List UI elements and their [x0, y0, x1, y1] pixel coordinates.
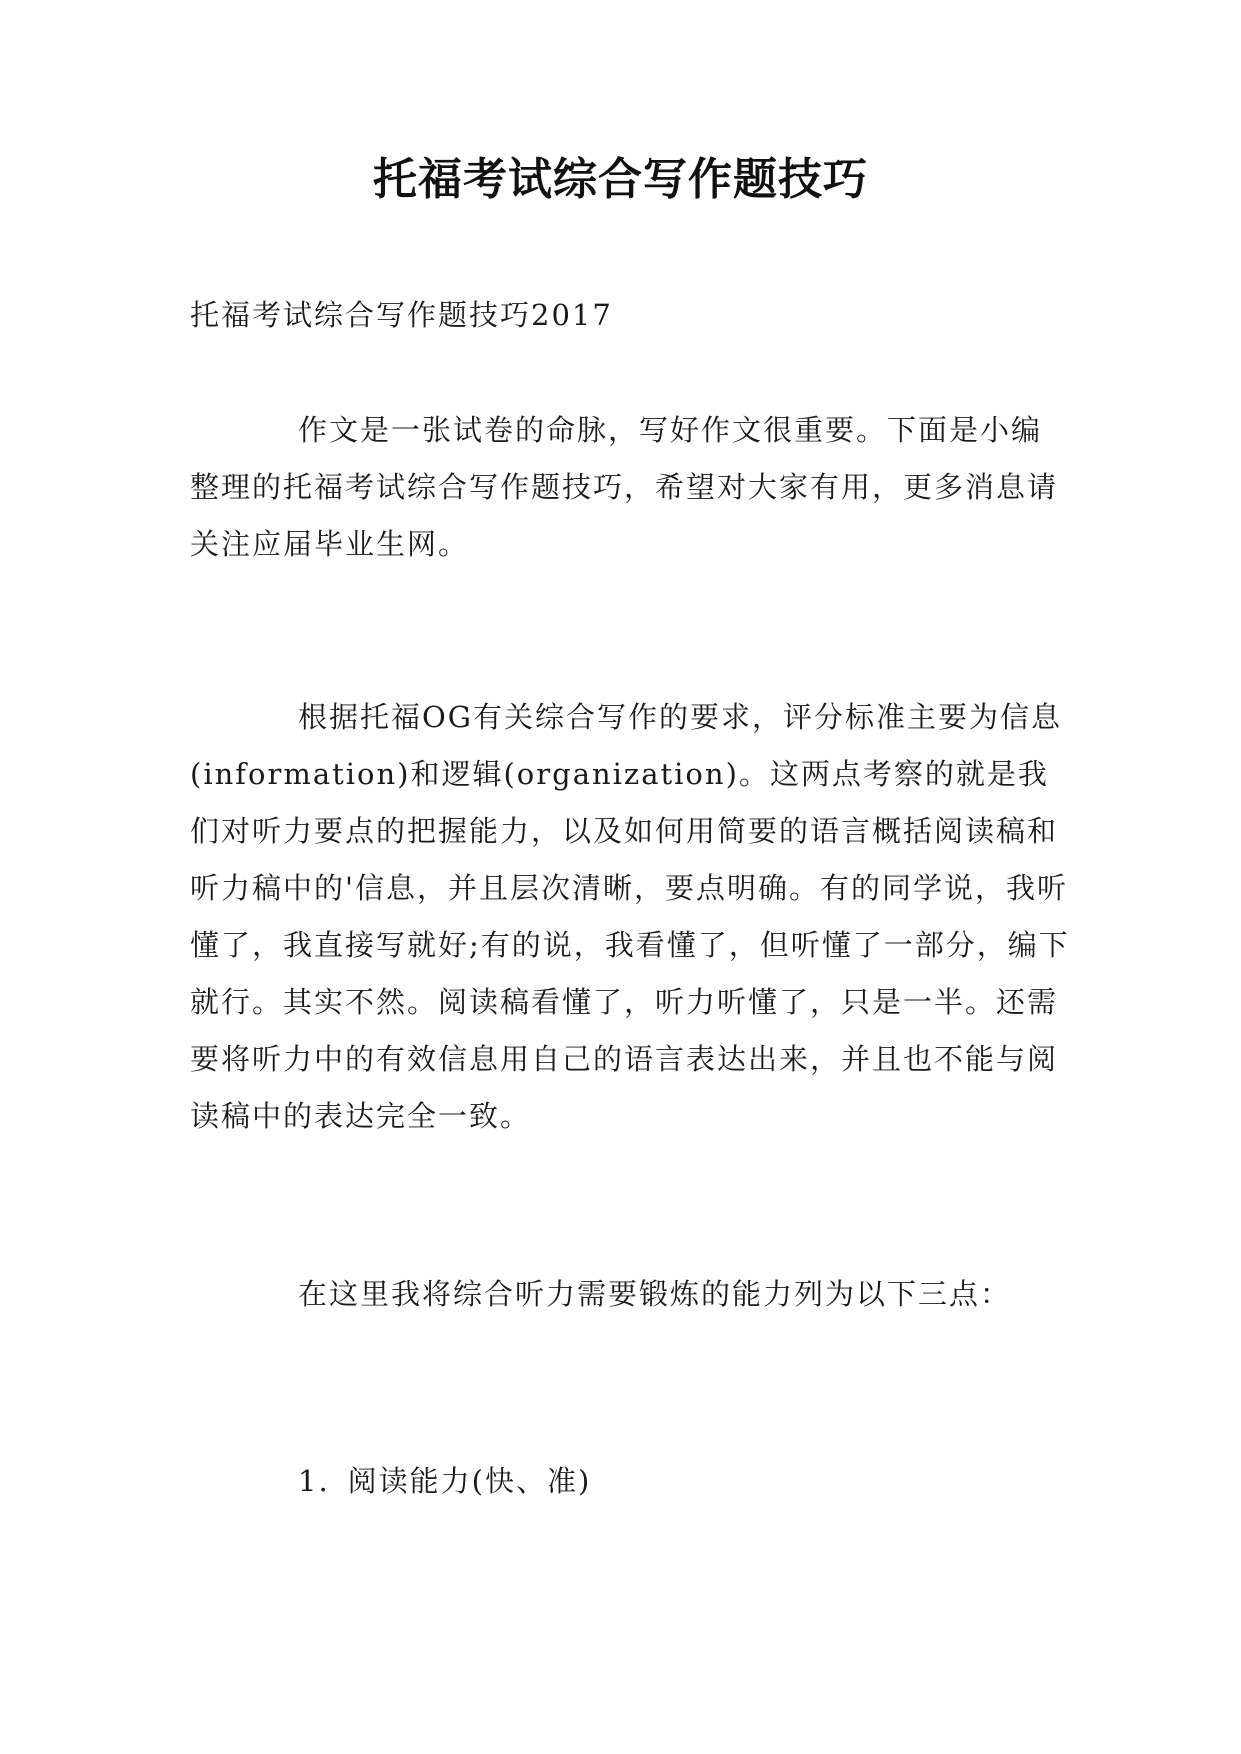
document-subtitle: 托福考试综合写作题技巧2017	[190, 298, 613, 332]
paragraph-three-points: 在这里我将综合听力需要锻炼的能力列为以下三点：	[298, 1277, 1012, 1311]
list-item-number: 1.	[298, 1464, 330, 1498]
list-item-text: 阅读能力(快、准)	[347, 1464, 592, 1498]
paragraph-intro: 作文是一张试卷的命脉，写好作文很重要。下面是小编整理的托福考试综合写作题技巧，希望对大家有用，更多消息请关注应届毕业生网。	[190, 413, 1059, 561]
paragraph-og-requirements: 根据托福OG有关综合写作的要求，评分标准主要为信息(information)和逻辑(organization)。这两点考察的就是我们对听力要点的把握能力，以及如何用简要的语言概括阅读稿和听力稿中的'信息，并且层次清晰，要点明确。有的同学说，我听懂了，我直接写就好;有的说，我看懂了，但听懂了一部分，编下就行。其实不然。阅读稿看懂了，听力听懂了，只是一半。还需要将听力中的有效信息用自己的语言表达出来，并且也不能与阅读稿中的表达完全一致。	[190, 700, 1070, 1133]
list-item	[298, 1453, 591, 1510]
page-title: 托福考试综合写作题技巧	[373, 154, 868, 205]
